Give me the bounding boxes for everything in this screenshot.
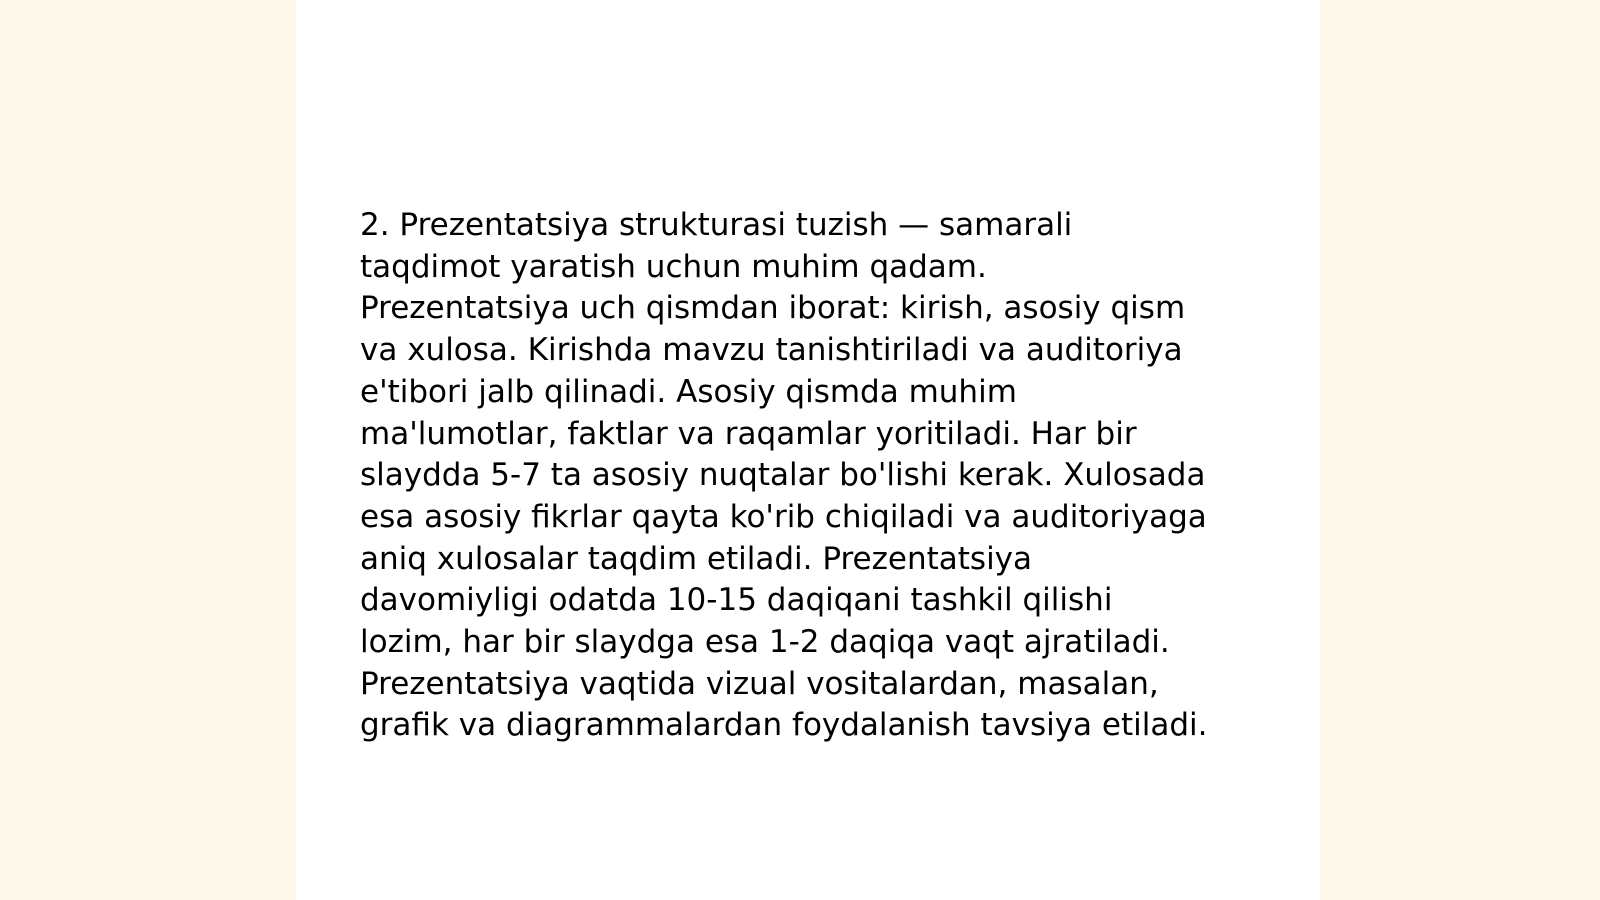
slide <box>296 0 1320 900</box>
slide-body-text: 2. Prezentatsiya strukturasi tuzish — samarali taqdimot yaratish uchun muhim qadam. Prezentatsiya uch qismdan iborat: kirish, asosiy qism va xulosa. Kirishda mavzu tanishtiriladi va auditoriya e'tibori jalb qilinadi. Asosiy qismda muhim ma'lumotlar, faktlar va raqamlar yoritiladi. Har bir slaydda 5-7 ta asosiy nuqtalar bo'lishi kerak. Xulosada esa asosiy fikrlar qayta ko'rib chiqiladi va auditoriyaga aniq xulosalar taqdim etiladi. Prezentatsiya davomiyligi odatda 10-15 daqiqani tashkil qilishi lozim, har bir slaydga esa 1-2 daqiqa vaqt ajratiladi. Prezentatsiya vaqtida vizual vositalardan, masalan, grafik va diagrammalardan foydalanish tavsiya etiladi. <box>360 207 1208 744</box>
